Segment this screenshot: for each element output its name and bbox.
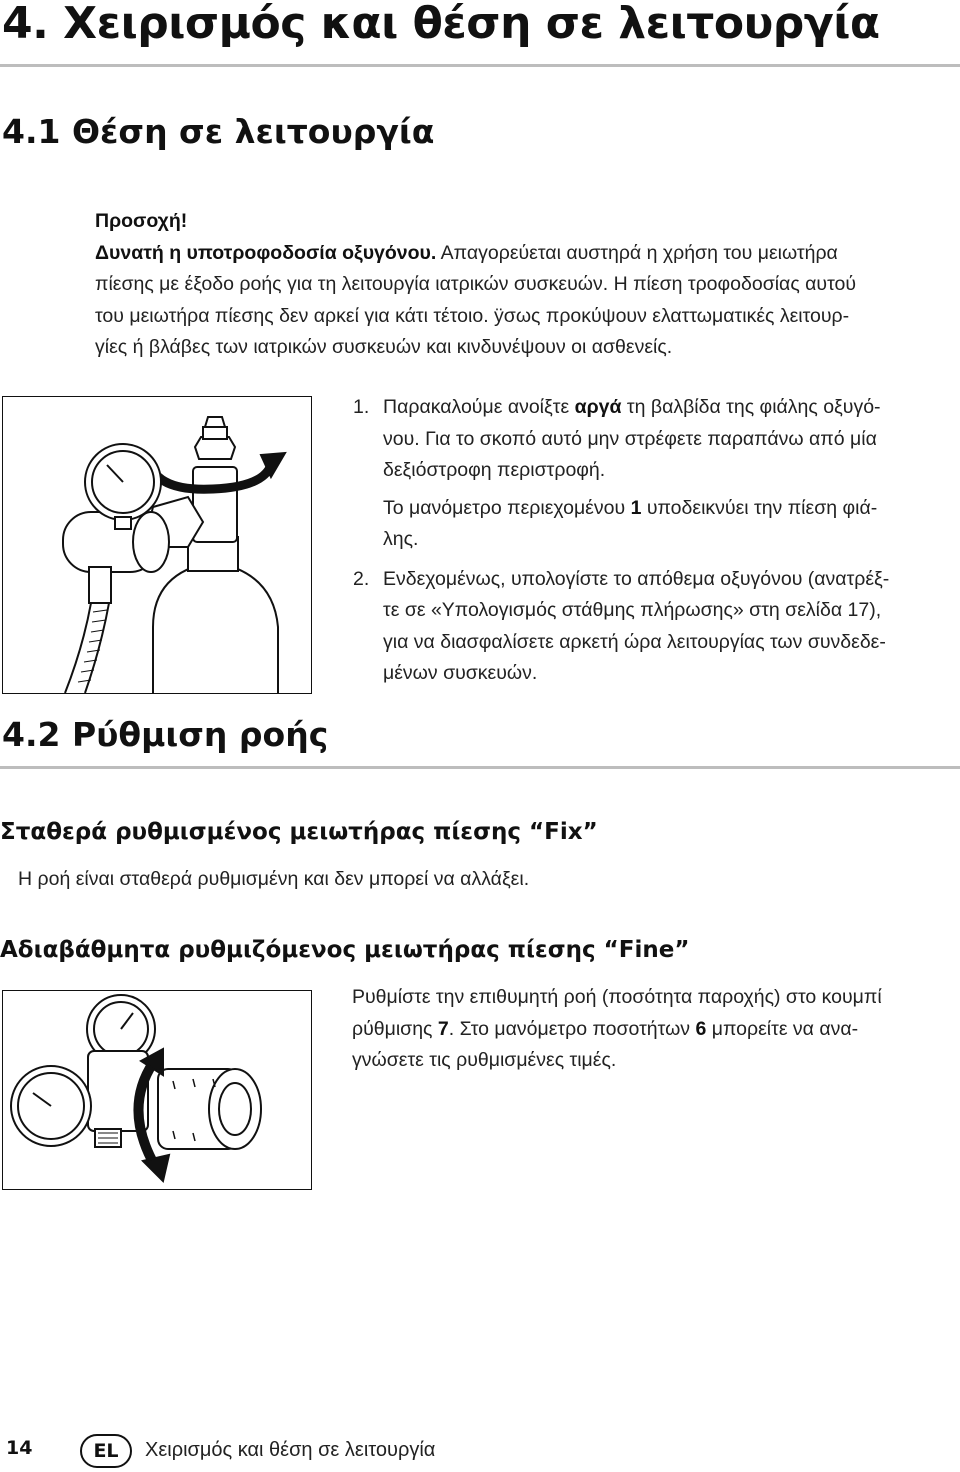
step-1-number: 1. — [353, 396, 370, 418]
steps-list — [353, 392, 958, 690]
step-2-line-3: για να διασφαλίσετε αρκετή ώρα λειτουργίας των συνδεδε- — [383, 630, 886, 653]
fine-regulator-figure — [2, 990, 312, 1190]
step-1-note-line-2: λης. — [383, 528, 419, 550]
step-2-number: 2. — [353, 567, 370, 590]
step-1-text-b: τη βαλβίδα της φιάλης οξυγό- — [621, 396, 881, 418]
fine-line-2-b: . Στο μανόμετρο ποσοτήτων — [448, 1017, 696, 1040]
caution-line-3: του μειωτήρα πίεσης δεν αρκεί για κάτι τέτοιο. ÿσως προκύψουν ελαττωματικές λειτουρ- — [95, 304, 850, 327]
caution-bold-lead: Δυνατή η υποτροφοδοσία οξυγόνου. — [95, 241, 437, 264]
fine-text — [352, 982, 958, 1077]
fine-line-2-a: ρύθμισης — [352, 1017, 438, 1040]
divider — [0, 64, 960, 67]
fine-line-1: Ρυθμίστε την επιθυμητή ροή (ποσότητα παροχής) στο κουμπί — [352, 986, 882, 1008]
fine-regulator-illustration — [3, 991, 311, 1189]
page-number: 14 — [6, 1437, 33, 1459]
fine-heading: Αδιαβάθμητα ρυθμιζόμενος μειωτήρας πίεσης “Fine” — [0, 937, 690, 963]
step-1-line-2: νου. Για το σκοπό αυτό μην στρέφετε παραπάνω από μία — [383, 427, 877, 450]
step-1-note-b: υποδεικνύει την πίεση φιά- — [641, 496, 878, 519]
caution-line-1 — [95, 238, 955, 270]
running-title: Χειρισμός και θέση σε λειτουργία — [145, 1439, 436, 1461]
step-1-note — [383, 493, 958, 525]
caution-line-4: γίες ή βλάβες των ιατρικών συσκευών και κινδυνέψουν οι ασθενείς. — [95, 336, 673, 358]
caution-block — [95, 206, 955, 364]
fix-heading: Σταθερά ρυθμισμένος μειωτήρας πίεσης “Fix” — [0, 819, 598, 845]
cylinder-valve-illustration — [3, 397, 311, 693]
fine-line-2-c: μπορείτε να ανα- — [706, 1017, 859, 1040]
step-2-line-4: μένων συσκευών. — [383, 662, 538, 684]
language-badge: EL — [80, 1434, 132, 1468]
fine-knob-ref: 7 — [437, 1017, 449, 1040]
section-title-4-1: 4.1 Θέση σε λειτουργία — [2, 112, 435, 151]
cylinder-valve-figure — [2, 396, 312, 694]
step-2 — [353, 564, 958, 690]
step-1-bold: αργά — [574, 396, 622, 418]
caution-line-1-rest: Απαγορεύεται αυστηρά η χρήση του μειωτήρα — [436, 241, 838, 264]
step-1-line-3: δεξιόστροφη περιστροφή. — [383, 459, 606, 481]
step-1 — [353, 392, 958, 556]
caution-label: Προσοχή! — [95, 210, 188, 232]
divider — [0, 766, 960, 769]
caution-line-2: πίεσης με έξοδο ροής για τη λειτουργία ιατρικών συσκευών. Η πίεση τροφοδοσίας αυτού — [95, 273, 857, 295]
step-1-line-1 — [383, 392, 958, 424]
step-1-note-a: Το μανόμετρο περιεχομένου — [383, 496, 631, 519]
fine-line-2 — [352, 1014, 958, 1046]
step-2-line-1: Ενδεχομένως, υπολογίστε το απόθεμα οξυγόνου (ανατρέξ- — [383, 567, 890, 590]
section-title-4-2: 4.2 Ρύθμιση ροής — [2, 715, 329, 754]
step-1-note-bold: 1 — [630, 496, 642, 519]
chapter-title: 4. Χειρισμός και θέση σε λειτουργία — [2, 0, 880, 49]
fix-text: Η ροή είναι σταθερά ρυθμισμένη και δεν μπορεί να αλλάξει. — [18, 868, 530, 890]
fine-gauge-ref: 6 — [695, 1017, 707, 1040]
fine-line-3: γνώσετε τις ρυθμισμένες τιμές. — [352, 1049, 617, 1071]
step-1-text-a: Παρακαλούμε ανοίξτε — [383, 396, 575, 418]
step-2-line-2: τε σε «Υπολογισμός στάθμης πλήρωσης» στη σελίδα 17), — [383, 599, 882, 621]
